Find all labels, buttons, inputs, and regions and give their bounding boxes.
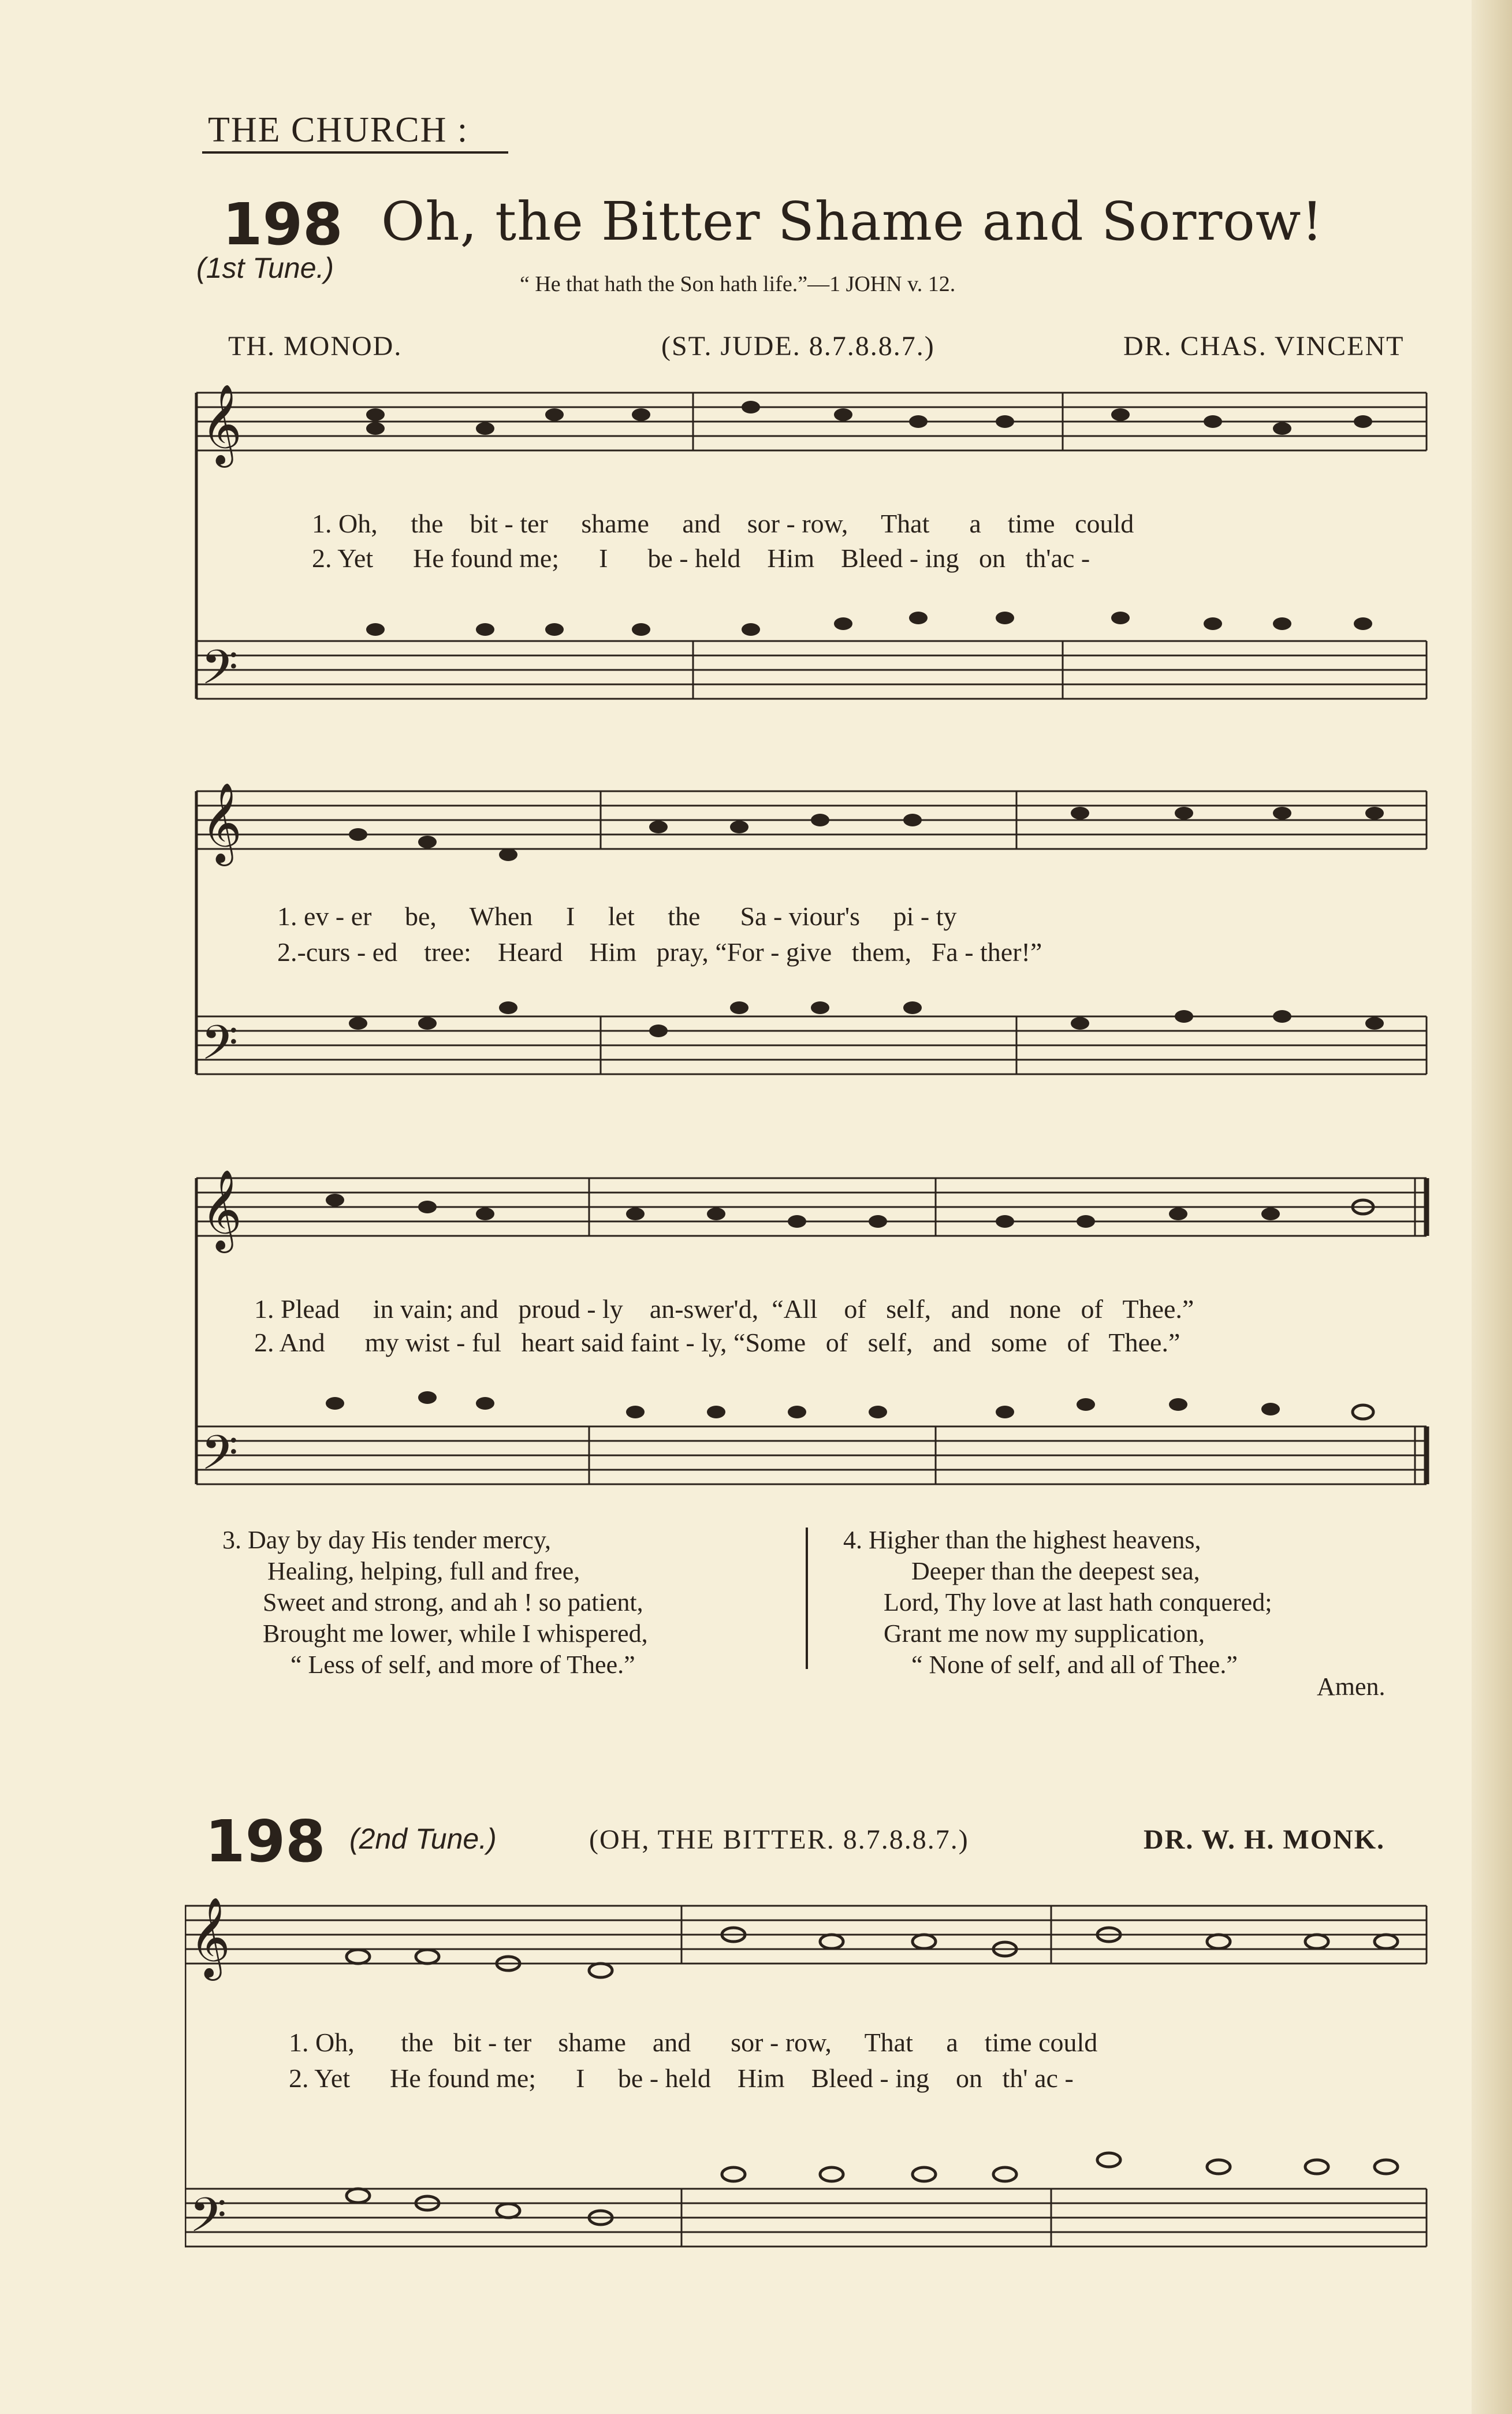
verse-line: “ None of self, and all of Thee.” bbox=[911, 1651, 1238, 1679]
syllable: and bbox=[652, 2028, 691, 2057]
syllable: - bbox=[920, 901, 930, 931]
syllable: Fa bbox=[931, 937, 958, 967]
verse1-line-2 bbox=[277, 901, 956, 932]
syllable: be, bbox=[405, 901, 437, 931]
verse-line: Lord, Thy love at last hath conquered; bbox=[884, 1588, 1272, 1616]
hymn2-verse1 bbox=[289, 2027, 1097, 2058]
syllable: a bbox=[946, 2028, 958, 2057]
syllable: time bbox=[1007, 509, 1055, 538]
hymn-number: 198 bbox=[222, 191, 343, 258]
syllable: none bbox=[1009, 1294, 1061, 1324]
verse-line: Grant me now my supplication, bbox=[884, 1619, 1205, 1648]
syllable: on bbox=[956, 2063, 983, 2093]
syllable: row, bbox=[802, 509, 848, 538]
syllable: 1. Oh, bbox=[312, 509, 378, 538]
syllable: Bleed - ing bbox=[811, 2063, 930, 2093]
syllable: tree: bbox=[424, 937, 471, 967]
syllable: 2.-curs bbox=[277, 937, 351, 967]
syllable: be - held bbox=[647, 543, 741, 573]
verse-line: Sweet and strong, and ah ! so patient, bbox=[263, 1588, 643, 1616]
syllable: - bbox=[909, 543, 919, 573]
syllable: ty bbox=[936, 901, 957, 931]
syllable: some bbox=[990, 1328, 1048, 1357]
syllable: of bbox=[844, 1294, 866, 1324]
tune-note: (1st Tune.) bbox=[196, 252, 334, 284]
syllable: - bbox=[770, 937, 780, 967]
verse-4 bbox=[843, 1525, 1272, 1681]
syllable: of bbox=[1067, 1328, 1089, 1357]
syllable: me; bbox=[519, 543, 560, 573]
syllable: let bbox=[608, 901, 635, 931]
syllable: - bbox=[964, 937, 974, 967]
syllable: shame bbox=[558, 2028, 626, 2057]
syllable: pi bbox=[893, 901, 914, 931]
syllable: He bbox=[413, 543, 444, 573]
syllable: of bbox=[1081, 1294, 1103, 1324]
verse-line: Brought me lower, while I whispered, bbox=[263, 1619, 648, 1648]
syllable: 1. Oh, bbox=[289, 2028, 355, 2057]
verse-3 bbox=[222, 1525, 648, 1681]
syllable: found bbox=[427, 2063, 490, 2093]
syllable: - bbox=[488, 2028, 497, 2057]
syllable: could bbox=[1038, 2028, 1098, 2057]
syllable: ther!” bbox=[980, 937, 1042, 967]
syllable: Him bbox=[737, 2063, 785, 2093]
hymn-title: Oh, the Bitter Shame and Sorrow! bbox=[381, 191, 1324, 252]
music-system-1 bbox=[185, 370, 1432, 716]
syllable: Sa bbox=[740, 901, 767, 931]
page-edge-shadow bbox=[1472, 0, 1512, 2414]
verse-line: 3. Day by day His tender mercy, bbox=[222, 1526, 551, 1554]
verse1-line-1 bbox=[312, 508, 1134, 539]
syllable: the bbox=[668, 901, 701, 931]
syllable: That bbox=[864, 2028, 913, 2057]
verse-line: “ Less of self, and more of Thee.” bbox=[291, 1651, 635, 1679]
syllable: heart said faint - ly, bbox=[521, 1328, 727, 1357]
svg-text:𝄢: 𝄢 bbox=[201, 639, 239, 707]
syllable: ter bbox=[520, 509, 548, 538]
syllable: and bbox=[932, 1328, 971, 1357]
svg-text:𝄞: 𝄞 bbox=[189, 1897, 230, 1977]
syllable: - bbox=[1081, 543, 1090, 573]
syllable: bit bbox=[453, 2028, 482, 2057]
verse-line: Healing, helping, full and free, bbox=[267, 1557, 580, 1585]
epigraph: “ He that hath the Son hath life.”—1 JOHN v. 12. bbox=[520, 272, 956, 296]
syllable: them, bbox=[851, 937, 912, 967]
verse2-line-1 bbox=[312, 543, 1090, 573]
syllable: - bbox=[1064, 2063, 1074, 2093]
syllable: the bbox=[411, 509, 444, 538]
verse2-line-2 bbox=[277, 937, 1042, 967]
syllable: 2. And bbox=[254, 1328, 325, 1357]
syllable: the bbox=[401, 2028, 434, 2057]
syllable: Thee.” bbox=[1122, 1294, 1194, 1324]
syllable: - bbox=[356, 937, 366, 967]
section-header: THE CHURCH : bbox=[208, 110, 469, 150]
syllable: in vain; and bbox=[373, 1294, 498, 1324]
verse-line: Deeper than the deepest sea, bbox=[911, 1557, 1200, 1585]
syllable: ed bbox=[372, 937, 398, 967]
syllable: 2. Yet bbox=[312, 543, 374, 573]
syllable: and bbox=[682, 509, 721, 538]
syllable: of bbox=[825, 1328, 848, 1357]
syllable: bit bbox=[470, 509, 498, 538]
syllable: er bbox=[351, 901, 372, 931]
syllable: be bbox=[617, 2063, 643, 2093]
hymn2-tune-name: (OH, THE BITTER. 8.7.8.8.7.) bbox=[589, 1824, 969, 1855]
hymn2-tune-note: (2nd Tune.) bbox=[349, 1823, 497, 1855]
svg-text:𝄞: 𝄞 bbox=[201, 1169, 242, 1250]
svg-text:𝄢: 𝄢 bbox=[201, 1015, 239, 1082]
syllable: ing bbox=[925, 543, 959, 573]
syllable: - bbox=[773, 901, 783, 931]
syllable: on bbox=[979, 543, 1006, 573]
syllable: I bbox=[565, 901, 575, 931]
syllable: Him bbox=[767, 543, 815, 573]
syllable: 1. ev bbox=[277, 901, 329, 931]
hymn2-number: 198 bbox=[205, 1808, 326, 1875]
syllable: “All bbox=[772, 1294, 818, 1324]
syllable: Bleed bbox=[841, 543, 903, 573]
syllable: - bbox=[786, 509, 795, 538]
svg-text:𝄞: 𝄞 bbox=[201, 783, 242, 863]
syllable: time bbox=[984, 2028, 1032, 2057]
syllable: ter bbox=[503, 2028, 532, 2057]
syllable: viour's bbox=[788, 901, 861, 931]
syllable: give bbox=[786, 937, 832, 967]
syllable: - bbox=[770, 2028, 779, 2057]
hymn2-music-by: DR. W. H. MONK. bbox=[1144, 1824, 1386, 1855]
words-by: TH. MONOD. bbox=[228, 331, 403, 362]
syllable: th'ac bbox=[1025, 543, 1075, 573]
syllable: and bbox=[951, 1294, 990, 1324]
verse-divider bbox=[806, 1528, 808, 1669]
hymn2-verse2 bbox=[289, 2063, 1074, 2093]
syllable: 1. Plead bbox=[254, 1294, 340, 1324]
syllable: - bbox=[504, 509, 513, 538]
syllable: my wist - ful bbox=[364, 1328, 502, 1357]
syllable: sor bbox=[747, 509, 780, 538]
syllable: Him bbox=[589, 937, 637, 967]
staff-notation-2 bbox=[185, 774, 1432, 1097]
svg-text:𝄞: 𝄞 bbox=[201, 384, 242, 464]
section-header-rule bbox=[202, 151, 508, 154]
syllable: pray, bbox=[656, 937, 709, 967]
syllable: I bbox=[576, 2063, 585, 2093]
syllable: He bbox=[390, 2063, 421, 2093]
verse1-line-3 bbox=[254, 1294, 1194, 1324]
syllable: Heard bbox=[497, 937, 563, 967]
verse-line: 4. Higher than the highest heavens, bbox=[843, 1526, 1201, 1554]
svg-text:𝄢: 𝄢 bbox=[189, 2187, 227, 2255]
verse2-line-3 bbox=[254, 1327, 1180, 1358]
syllable: th' ac bbox=[1002, 2063, 1058, 2093]
svg-text:𝄢: 𝄢 bbox=[201, 1425, 239, 1492]
music-by: DR. CHAS. VINCENT bbox=[1123, 331, 1405, 362]
syllable: - bbox=[649, 2063, 659, 2093]
syllable: proud - ly bbox=[518, 1294, 623, 1324]
music-system-3 bbox=[185, 1155, 1432, 1513]
music-system-2 bbox=[185, 774, 1432, 1097]
syllable: self, bbox=[886, 1294, 932, 1324]
amen: Amen. bbox=[1317, 1672, 1386, 1701]
syllable: Thee.” bbox=[1108, 1328, 1180, 1357]
syllable: “For bbox=[715, 937, 764, 967]
syllable: 2. Yet bbox=[289, 2063, 351, 2093]
syllable: “Some bbox=[733, 1328, 806, 1357]
syllable: me; bbox=[496, 2063, 537, 2093]
syllable: That bbox=[881, 509, 930, 538]
syllable: shame bbox=[581, 509, 649, 538]
syllable: self, bbox=[867, 1328, 913, 1357]
syllable: an-swer'd, bbox=[649, 1294, 759, 1324]
syllable: sor bbox=[731, 2028, 764, 2057]
syllable: - bbox=[335, 901, 345, 931]
syllable: held bbox=[665, 2063, 711, 2093]
syllable: When bbox=[469, 901, 533, 931]
music-system-4 bbox=[185, 1877, 1432, 2281]
syllable: found bbox=[450, 543, 513, 573]
syllable: row, bbox=[785, 2028, 832, 2057]
syllable: could bbox=[1075, 509, 1134, 538]
syllable: a bbox=[969, 509, 981, 538]
tune-name: (ST. JUDE. 8.7.8.8.7.) bbox=[661, 331, 935, 362]
syllable: I bbox=[599, 543, 608, 573]
